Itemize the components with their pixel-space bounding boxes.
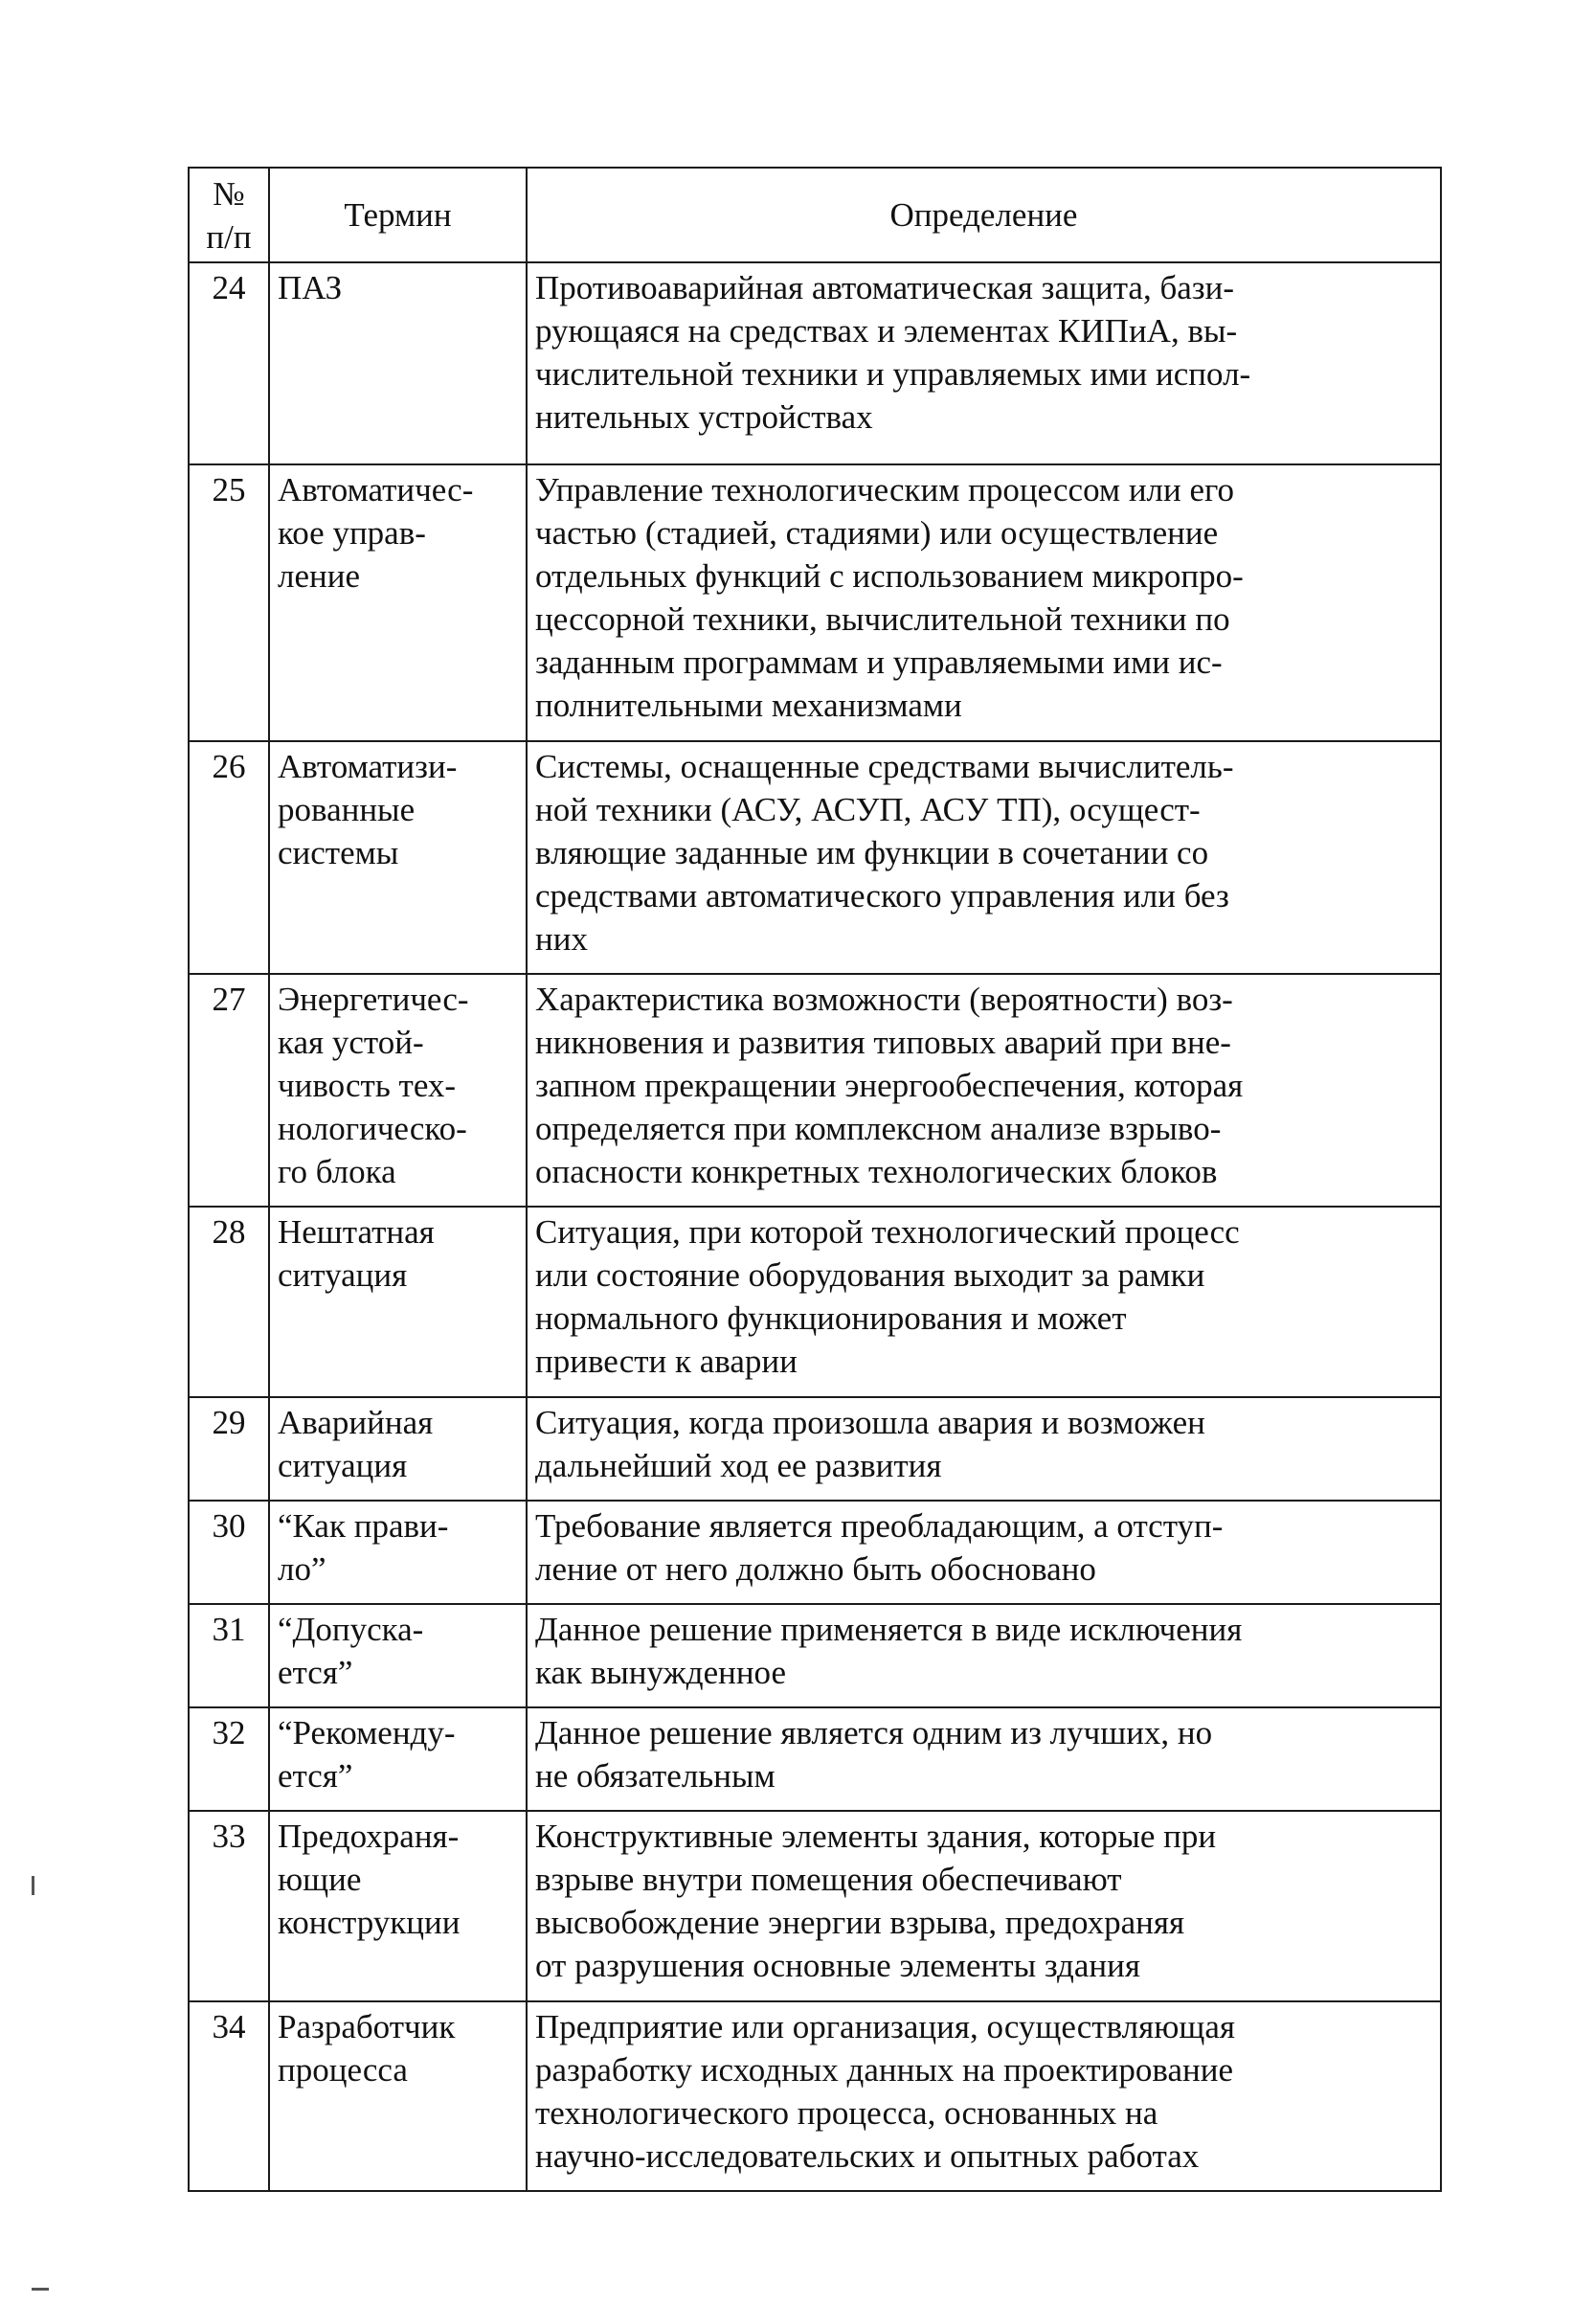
row-term: “Рекоменду- ется”	[269, 1707, 527, 1811]
table-header	[189, 168, 1441, 262]
row-definition: Данное решение является одним из лучших, но не обязательным	[527, 1707, 1441, 1811]
row-term: Аварийная ситуация	[269, 1397, 527, 1501]
row-number: 34	[189, 2001, 269, 2191]
row-number: 33	[189, 1811, 269, 2001]
row-term: Нештатная ситуация	[269, 1207, 527, 1397]
table-row	[189, 1501, 1441, 1604]
table-row	[189, 1604, 1441, 1707]
row-definition: Управление технологическим процессом или его частью (стадией, стадиями) или осуществление отдельных функций с использованием микропро- цессорной техники, вычислительной техники по заданным программам и управляемыми ими ис- полнительными механизмами	[527, 464, 1441, 741]
row-term: Автоматизи- рованные системы	[269, 741, 527, 974]
row-definition: Противоаварийная автоматическая защита, бази- рующаяся на средствах и элементах КИПиА, вы- числительной техники и управляемых ими испол- нительных устройствах	[527, 262, 1441, 464]
table-row	[189, 1811, 1441, 2001]
row-definition: Ситуация, когда произошла авария и возможен дальнейший ход ее развития	[527, 1397, 1441, 1501]
row-number: 30	[189, 1501, 269, 1604]
table-row	[189, 974, 1441, 1207]
row-definition: Конструктивные элементы здания, которые при взрыве внутри помещения обеспечивают высвобождение энергии взрыва, предохраняя от разрушения основные элементы здания	[527, 1811, 1441, 2001]
row-definition: Данное решение применяется в виде исключения как вынужденное	[527, 1604, 1441, 1707]
row-number: 26	[189, 741, 269, 974]
row-term: “Как прави- ло”	[269, 1501, 527, 1604]
scan-mark-left	[32, 1876, 34, 1895]
row-number: 25	[189, 464, 269, 741]
row-number: 31	[189, 1604, 269, 1707]
row-term: “Допуска- ется”	[269, 1604, 527, 1707]
scan-mark-bottom	[32, 2288, 49, 2291]
row-definition: Характеристика возможности (вероятности) воз- никновения и развития типовых аварий при вне- запном прекращении энергообеспечения, которая определяется при комплексном анализе взрыво- опасности конкретных технологических блоков	[527, 974, 1441, 1207]
table-body	[189, 262, 1441, 2191]
row-definition: Ситуация, при которой технологический процесс или состояние оборудования выходит за рамки нормального функционирования и может привести к аварии	[527, 1207, 1441, 1397]
table-row	[189, 262, 1441, 464]
row-number: 28	[189, 1207, 269, 1397]
row-term: ПАЗ	[269, 262, 527, 464]
table-row	[189, 1397, 1441, 1501]
row-number: 32	[189, 1707, 269, 1811]
table-row	[189, 464, 1441, 741]
row-definition: Предприятие или организация, осуществляющая разработку исходных данных на проектирование технологического процесса, основанных на научно-исследовательских и опытных работах	[527, 2001, 1441, 2191]
table-row	[189, 1707, 1441, 1811]
header-num: № п/п	[189, 168, 269, 262]
row-term: Энергетичес- кая устой- чивость тех- нологическо- го блока	[269, 974, 527, 1207]
row-term: Предохраня- ющие конструкции	[269, 1811, 527, 2001]
header-term: Термин	[269, 168, 527, 262]
row-definition: Требование является преобладающим, а отступ- ление от него должно быть обосновано	[527, 1501, 1441, 1604]
terms-table	[188, 167, 1442, 2192]
table-row	[189, 1207, 1441, 1397]
row-term: Разработчик процесса	[269, 2001, 527, 2191]
row-number: 24	[189, 262, 269, 464]
row-term: Автоматичес- кое управ- ление	[269, 464, 527, 741]
header-row	[189, 168, 1441, 262]
header-definition: Определение	[527, 168, 1441, 262]
row-number: 29	[189, 1397, 269, 1501]
row-definition: Системы, оснащенные средствами вычислитель- ной техники (АСУ, АСУП, АСУ ТП), осущест- вляющие заданные им функции в сочетании со средствами автоматического управления или без них	[527, 741, 1441, 974]
table-row	[189, 741, 1441, 974]
row-number: 27	[189, 974, 269, 1207]
table-row	[189, 2001, 1441, 2191]
